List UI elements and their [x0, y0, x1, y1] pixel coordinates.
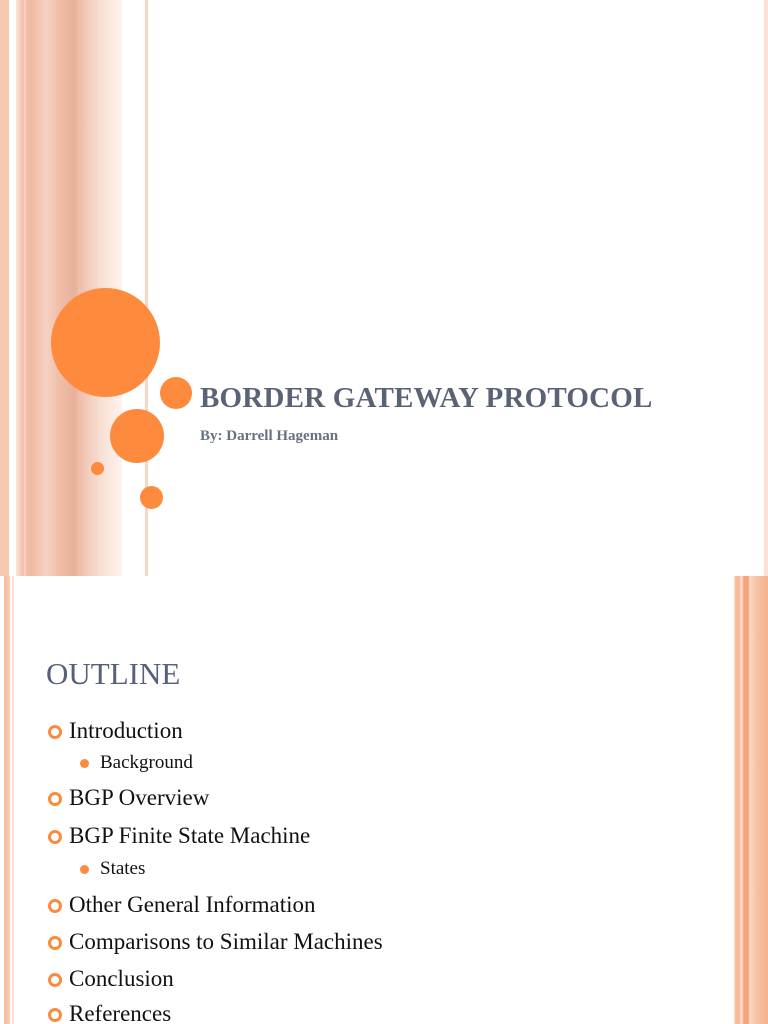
slide-title: BORDER GATEWAY PROTOCOL: [200, 382, 653, 414]
decorative-circle-medium: [110, 409, 164, 463]
ring-bullet-icon: [48, 1008, 62, 1022]
slide-subtitle: By: Darrell Hageman: [200, 428, 339, 444]
ring-bullet-icon: [48, 899, 62, 913]
outline-subitem: [100, 751, 193, 775]
decorative-circle-small: [160, 377, 192, 409]
right-decorative-band: [734, 576, 768, 1024]
decorative-circle-tiny: [91, 462, 104, 475]
dot-bullet-icon: [80, 759, 89, 768]
ring-bullet-icon: [48, 725, 62, 739]
outline-item-label: Introduction: [69, 718, 183, 743]
outline-subitem-label: States: [100, 858, 146, 879]
band-stripe: [24, 0, 26, 576]
outline-slide: [0, 576, 768, 1024]
outline-item: [69, 717, 183, 745]
outline-item: [69, 784, 209, 812]
band-stripe: [78, 0, 81, 576]
outline-heading: OUTLINE: [46, 656, 181, 691]
outline-item-label: Conclusion: [69, 966, 174, 991]
outline-item: [69, 822, 310, 850]
outline-subitem-label: Background: [100, 752, 193, 773]
outline-item-label: Comparisons to Similar Machines: [69, 929, 383, 954]
outline-item: [69, 1000, 171, 1024]
ring-bullet-icon: [48, 973, 62, 987]
ring-bullet-icon: [48, 792, 62, 806]
ring-bullet-icon: [48, 830, 62, 844]
decorative-circle-large: [51, 288, 160, 397]
left-edge-stripe: [0, 0, 9, 576]
left-accent-line: [12, 576, 14, 1024]
outline-item-label: References: [69, 1001, 172, 1024]
outline-item: [69, 965, 174, 993]
outline-item-label: BGP Overview: [69, 785, 210, 810]
outline-item-label: Other General Information: [69, 892, 316, 917]
outline-item-label: BGP Finite State Machine: [69, 823, 311, 848]
outline-item: [69, 891, 316, 919]
outline-item: [69, 928, 383, 956]
right-edge-stripe: [764, 0, 768, 576]
ring-bullet-icon: [48, 936, 62, 950]
outline-subitem: [100, 857, 145, 881]
left-accent-bar: [4, 576, 10, 1024]
dot-bullet-icon: [80, 865, 89, 874]
decorative-circle-small: [140, 486, 163, 509]
